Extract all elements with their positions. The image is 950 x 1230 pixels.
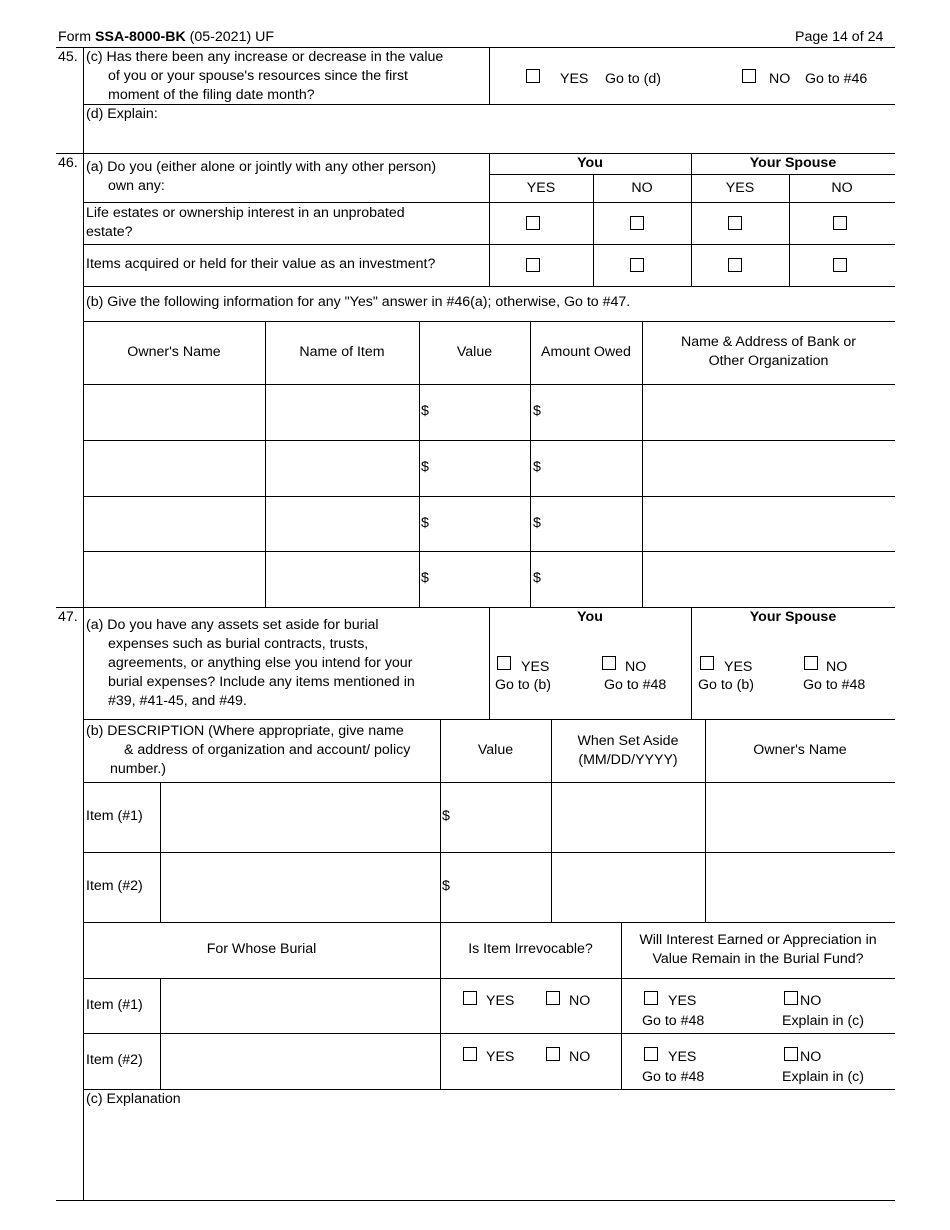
q47c-label: (c) Explanation [86, 1091, 181, 1107]
q46b-row3-value-dollar: $ [421, 515, 429, 531]
q46-spouse-yes-header: YES [725, 180, 755, 196]
q47-you-yes-goto: Go to (b) [495, 677, 551, 693]
q46b-row2-item-field[interactable] [267, 442, 417, 494]
q47b-item2-owner-field[interactable] [707, 854, 893, 920]
q47b-item2-label: Item (#2) [86, 878, 143, 894]
q46-row2-label: Items acquired or held for their value as an investment? [86, 256, 436, 272]
q46b-row4-bank-field[interactable] [644, 553, 893, 605]
q47b-bottom-rule [83, 922, 895, 923]
form-revision: (05-2021) UF [185, 29, 275, 45]
q46-spouse-header: Your Spouse [749, 155, 837, 171]
q46b-row1-value-dollar: $ [421, 403, 429, 419]
q47-burial-item1-interest-yes-label: YES [668, 993, 697, 1009]
q47b-item1-owner-field[interactable] [707, 784, 893, 850]
q47b-when-header-line2: (MM/DD/YYYY) [578, 752, 678, 768]
q47-burial-item1-interest-no-checkbox[interactable] [784, 991, 798, 1005]
q46-row2-you-yes-checkbox[interactable] [526, 258, 540, 272]
q46-row1-spouse-no-checkbox[interactable] [833, 216, 847, 230]
q47-burial-item1-interest-yes-goto: Go to #48 [642, 1013, 705, 1029]
q45-yes-goto: Go to (d) [605, 71, 661, 87]
q47b-line2: & address of organization and account/ policy [124, 742, 411, 758]
q47-burial-item1-irrev-yes-checkbox[interactable] [463, 991, 477, 1005]
q46b-row2-value-dollar: $ [421, 459, 429, 475]
q47a-line5: #39, #41-45, and #49. [108, 693, 247, 709]
q46-row2-spouse-yes-checkbox[interactable] [728, 258, 742, 272]
q45-no-checkbox[interactable] [742, 69, 756, 83]
q47b-item1-description-field[interactable] [162, 784, 438, 850]
q46b-instruction: (b) Give the following information for any "Yes" answer in #46(a); otherwise, Go to #47. [86, 294, 631, 310]
form-id [58, 28, 274, 47]
q47-burial-item2-interest-yes-checkbox[interactable] [644, 1047, 658, 1061]
q47b-head-rule [83, 782, 895, 783]
q47b-when-header-line1: When Set Aside [577, 733, 679, 749]
q45c-line3: moment of the filing date month? [108, 87, 315, 103]
q47-you-no-label: NO [625, 659, 647, 675]
q46b-col3 [530, 321, 531, 607]
q47b-top-rule [83, 719, 895, 720]
form-number: SSA-8000-BK [95, 29, 186, 45]
q46b-row3-item-field[interactable] [267, 498, 417, 549]
q46b-row-rule [83, 551, 895, 552]
q46b-row3-bank-field[interactable] [644, 498, 893, 549]
q46-row2-rule [83, 286, 895, 287]
q46-head-rule [83, 202, 895, 203]
q47-spouse-yes-checkbox[interactable] [700, 656, 714, 670]
q47-burial-head-rule [83, 978, 895, 979]
q47-burial-item2-whose-field[interactable] [162, 1035, 438, 1087]
q46b-row-rule [83, 440, 895, 441]
q47a-line2: expenses such as burial contracts, trusts, [108, 636, 369, 652]
q47a-line1: (a) Do you have any assets set aside for burial [86, 617, 379, 633]
q46b-row4-item-field[interactable] [267, 553, 417, 605]
q47-spouse-yes-goto: Go to (b) [698, 677, 754, 693]
page-number: Page 14 of 24 [795, 29, 884, 45]
q47-spouse-no-label: NO [826, 659, 848, 675]
q47-number: 47. [58, 609, 78, 625]
q46-row1-you-yes-checkbox[interactable] [526, 216, 540, 230]
q46-number: 46. [58, 155, 78, 171]
q46b-bank-header-line1: Name & Address of Bank or [680, 334, 857, 350]
q47b-row-rule [83, 852, 895, 853]
q46a-line1: (a) Do you (either alone or jointly with any other person) [86, 159, 437, 175]
q45-yes-label: YES [560, 71, 589, 87]
q45-no-goto: Go to #46 [805, 71, 868, 87]
q46b-row2-owed-dollar: $ [533, 459, 541, 475]
q47a-line3: agreements, or anything else you intend for your [108, 655, 413, 671]
q46b-row-rule [83, 384, 895, 385]
q47-spouse-no-checkbox[interactable] [804, 656, 818, 670]
q47-spouse-no-goto: Go to #48 [803, 677, 866, 693]
q46-row1-spouse-yes-checkbox[interactable] [728, 216, 742, 230]
q47b-item2-date-field[interactable] [553, 854, 703, 920]
q47-burial-item2-irrev-yes-checkbox[interactable] [463, 1047, 477, 1061]
q47-burial-item2-label: Item (#2) [86, 1052, 143, 1068]
q46b-row-rule [83, 496, 895, 497]
q46-row1-line1: Life estates or ownership interest in an unprobated [86, 205, 405, 221]
q47-interest-header-line2: Value Remain in the Burial Fund? [652, 951, 864, 967]
q46-row1-rule [83, 244, 895, 245]
q46-row1-line2: estate? [86, 224, 133, 240]
q47-spouse-yes-label: YES [724, 659, 753, 675]
q45c-line1: (c) Has there been any increase or decrease in the value [86, 49, 444, 65]
q45d-explain-field[interactable] [180, 106, 890, 150]
q47c-explanation-field[interactable] [86, 1110, 891, 1196]
q47b-line1: (b) DESCRIPTION (Where appropriate, give name [86, 723, 404, 739]
q47-spouse-header: Your Spouse [749, 609, 837, 625]
q47-you-header: You [577, 609, 603, 625]
q47b-item1-label: Item (#1) [86, 808, 143, 824]
q46b-table-top [83, 321, 895, 322]
q47-you-no-checkbox[interactable] [602, 656, 616, 670]
q45-rule [83, 104, 895, 105]
q46-you-header: You [577, 155, 603, 171]
q47-burial-item2-interest-yes-goto: Go to #48 [642, 1069, 705, 1085]
q47b-item2-value-dollar: $ [442, 878, 450, 894]
q46b-row1-item-field[interactable] [267, 386, 417, 438]
q46b-bank-header-line2: Other Organization [708, 353, 829, 369]
q46-you-no-header: NO [631, 180, 653, 196]
q46b-row1-owner-field[interactable] [85, 386, 263, 438]
q47-burial-item2-interest-no-checkbox[interactable] [784, 1047, 798, 1061]
q47-burial-item1-irrev-yes-label: YES [486, 993, 515, 1009]
number-column-rule [83, 47, 84, 1201]
q47-burial-item2-irrev-yes-label: YES [486, 1049, 515, 1065]
q47b-owner-header: Owner's Name [753, 742, 847, 758]
q45-divider [489, 47, 490, 104]
q47-you-yes-checkbox[interactable] [497, 656, 511, 670]
q45-number: 45. [58, 49, 78, 65]
q47-burial-item1-label: Item (#1) [86, 997, 143, 1013]
q46-row2-you-no-checkbox[interactable] [630, 258, 644, 272]
q47-burial-row-rule [83, 1033, 895, 1034]
q46-row1-you-no-checkbox[interactable] [630, 216, 644, 230]
q47-burial-item1-whose-field[interactable] [162, 980, 438, 1031]
q46b-row4-value-dollar: $ [421, 570, 429, 586]
q46b-col1 [265, 321, 266, 607]
bottom-rule [56, 1200, 895, 1201]
q47-burial-item2-irrev-no-checkbox[interactable] [546, 1047, 560, 1061]
form-prefix: Form [58, 29, 96, 45]
q46-you-yes-header: YES [526, 180, 556, 196]
q47-burial-item1-interest-no-label: NO [800, 993, 822, 1009]
q46b-row4-owner-field[interactable] [85, 553, 263, 605]
q47-you-no-goto: Go to #48 [604, 677, 667, 693]
q47-burial-item2-interest-yes-label: YES [668, 1049, 697, 1065]
q47-irrevocable-header: Is Item Irrevocable? [468, 941, 593, 957]
q45d-label: (d) Explain: [86, 106, 158, 122]
q45-no-label: NO [769, 71, 791, 87]
q46-spouse-no-header: NO [831, 180, 853, 196]
q46b-row3-owed-dollar: $ [533, 515, 541, 531]
q47b-item2-description-field[interactable] [162, 854, 438, 920]
q46b-row4-owed-dollar: $ [533, 570, 541, 586]
q46b-col2 [419, 321, 420, 607]
q47-burial-item1-irrev-no-label: NO [569, 993, 591, 1009]
q46b-row2-bank-field[interactable] [644, 442, 893, 494]
q46b-owner-header: Owner's Name [127, 344, 221, 360]
q47b-item1-value-dollar: $ [442, 808, 450, 824]
q47-burial-item1-interest-no-explain: Explain in (c) [782, 1013, 865, 1029]
q46b-row3-owner-field[interactable] [85, 498, 263, 549]
q47a-line4: burial expenses? Include any items mentioned in [108, 674, 415, 690]
q47-burial-item1-interest-yes-checkbox[interactable] [644, 991, 658, 1005]
q47b-line3: number.) [110, 761, 166, 777]
q46b-owed-header: Amount Owed [541, 344, 631, 360]
q46-subhead-rule [489, 174, 895, 175]
q46b-row1-bank-field[interactable] [644, 386, 893, 438]
q46b-row2-owner-field[interactable] [85, 442, 263, 494]
q46b-value-header: Value [456, 344, 493, 360]
q46-row2-spouse-no-checkbox[interactable] [833, 258, 847, 272]
q45-yes-checkbox[interactable] [526, 69, 540, 83]
q47-burial-item2-interest-no-explain: Explain in (c) [782, 1069, 865, 1085]
q47-interest-header-line1: Will Interest Earned or Appreciation in [639, 932, 877, 948]
q47-you-yes-label: YES [521, 659, 550, 675]
q47-burial-bottom-rule [83, 1089, 895, 1090]
q47b-value-header: Value [477, 742, 514, 758]
q47-burial-item1-irrev-no-checkbox[interactable] [546, 991, 560, 1005]
q47-burial-item2-irrev-no-label: NO [569, 1049, 591, 1065]
q47-burial-item2-interest-no-label: NO [800, 1049, 822, 1065]
q47-whose-burial-header: For Whose Burial [206, 941, 317, 957]
q45c-line2: of you or your spouse's resources since the first [108, 68, 408, 84]
q46b-row1-owed-dollar: $ [533, 403, 541, 419]
q46b-item-header: Name of Item [299, 344, 385, 360]
q46a-line2: own any: [108, 178, 165, 194]
q47b-item1-date-field[interactable] [553, 784, 703, 850]
